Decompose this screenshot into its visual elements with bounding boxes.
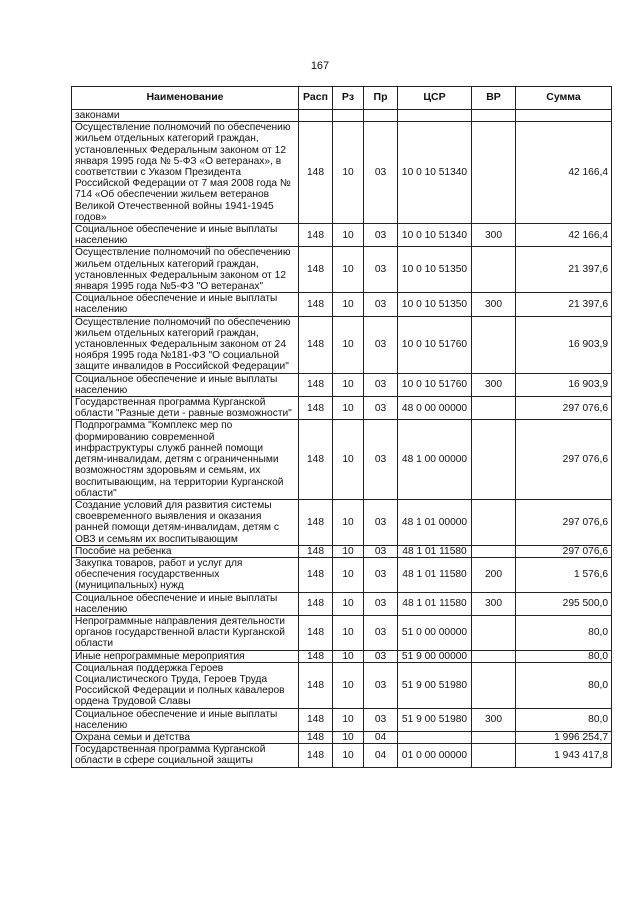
cell-sum: 297 076,6 [516, 545, 612, 557]
cell-sum: 21 397,6 [516, 247, 612, 293]
cell-name: Закупка товаров, работ и услуг для обеспечения государственных (муниципальных) нужд [72, 557, 299, 592]
cell-rasp: 148 [299, 662, 333, 708]
cell-csr [398, 110, 472, 122]
table-row [72, 731, 612, 743]
cell-sum: 42 166,4 [516, 224, 612, 247]
cell-name: Осуществление полномочий по обеспечению жильем отдельных категорий граждан, установленных Федеральным законом от 12 января 1995 года №5-ФЗ "О ветеранах" [72, 247, 299, 293]
cell-sum: 80,0 [516, 615, 612, 650]
cell-rasp: 148 [299, 744, 333, 767]
cell-rasp: 148 [299, 499, 333, 545]
cell-name: Создание условий для развития системы своевременного выявления и оказания ранней помощи детям-инвалидам, детям с ОВЗ и семьям их воспитывающим [72, 499, 299, 545]
cell-vr [472, 615, 516, 650]
cell-vr [472, 744, 516, 767]
cell-csr: 10 0 10 51340 [398, 122, 472, 224]
cell-pr: 03 [364, 247, 398, 293]
cell-name: Социальное обеспечение и иные выплаты населению [72, 592, 299, 615]
cell-pr: 03 [364, 557, 398, 592]
cell-pr: 03 [364, 373, 398, 396]
header-rz: Рз [333, 87, 364, 110]
cell-name: Социальное обеспечение и иные выплаты населению [72, 708, 299, 731]
cell-pr: 03 [364, 122, 398, 224]
cell-pr: 04 [364, 731, 398, 743]
cell-sum: 1 996 254,7 [516, 731, 612, 743]
cell-pr: 03 [364, 662, 398, 708]
table-row [72, 708, 612, 731]
cell-pr: 04 [364, 744, 398, 767]
cell-pr: 03 [364, 316, 398, 373]
cell-name: Иные непрограммные мероприятия [72, 650, 299, 662]
cell-rz: 10 [333, 397, 364, 420]
table-row [72, 110, 612, 122]
cell-rasp: 148 [299, 592, 333, 615]
cell-sum [516, 110, 612, 122]
cell-csr: 10 0 10 51350 [398, 247, 472, 293]
table-row [72, 615, 612, 650]
cell-name: Государственная программа Курганской области "Разные дети - равные возможности" [72, 397, 299, 420]
cell-rasp: 148 [299, 247, 333, 293]
cell-vr: 300 [472, 373, 516, 396]
cell-pr: 03 [364, 708, 398, 731]
cell-rz: 10 [333, 650, 364, 662]
cell-name: Социальная поддержка Героев Социалистического Труда, Героев Труда Российской Федерации и полных кавалеров ордена Трудовой Славы [72, 662, 299, 708]
cell-name: Осуществление полномочий по обеспечению жильем отдельных категорий граждан, установленных Федеральным законом от 24 ноября 1995 года №181-ФЗ "О социальной защите инвалидов в Российской Федерации" [72, 316, 299, 373]
cell-csr [398, 731, 472, 743]
table-row [72, 293, 612, 316]
cell-pr: 03 [364, 615, 398, 650]
cell-vr: 300 [472, 708, 516, 731]
cell-rz [333, 110, 364, 122]
cell-vr [472, 122, 516, 224]
cell-sum: 16 903,9 [516, 373, 612, 396]
cell-name: законами [72, 110, 299, 122]
cell-vr [472, 662, 516, 708]
cell-sum: 297 076,6 [516, 397, 612, 420]
cell-pr [364, 110, 398, 122]
header-pr: Пр [364, 87, 398, 110]
cell-sum: 42 166,4 [516, 122, 612, 224]
cell-vr: 300 [472, 592, 516, 615]
header-sum: Сумма [516, 87, 612, 110]
table-row [72, 420, 612, 499]
header-csr: ЦСР [398, 87, 472, 110]
cell-name: Социальное обеспечение и иные выплаты населению [72, 373, 299, 396]
cell-vr [472, 316, 516, 373]
cell-rasp: 148 [299, 615, 333, 650]
table-row [72, 545, 612, 557]
cell-pr: 03 [364, 592, 398, 615]
cell-sum: 1 576,6 [516, 557, 612, 592]
header-name: Наименование [72, 87, 299, 110]
cell-csr: 51 9 00 51980 [398, 708, 472, 731]
cell-rz: 10 [333, 615, 364, 650]
cell-rasp: 148 [299, 420, 333, 499]
table-row [72, 224, 612, 247]
cell-rz: 10 [333, 224, 364, 247]
cell-rasp: 148 [299, 545, 333, 557]
cell-sum: 295 500,0 [516, 592, 612, 615]
cell-rz: 10 [333, 557, 364, 592]
cell-csr: 48 1 01 00000 [398, 499, 472, 545]
cell-rz: 10 [333, 662, 364, 708]
cell-csr: 48 1 01 11580 [398, 592, 472, 615]
cell-name: Пособие на ребенка [72, 545, 299, 557]
cell-csr: 48 1 01 11580 [398, 545, 472, 557]
cell-rasp: 148 [299, 397, 333, 420]
cell-pr: 03 [364, 293, 398, 316]
cell-name: Охрана семьи и детства [72, 731, 299, 743]
table-row [72, 122, 612, 224]
table-row [72, 744, 612, 767]
cell-vr [472, 650, 516, 662]
table-row [72, 592, 612, 615]
cell-rasp: 148 [299, 316, 333, 373]
cell-rz: 10 [333, 247, 364, 293]
cell-vr [472, 420, 516, 499]
cell-rz: 10 [333, 499, 364, 545]
cell-rasp: 148 [299, 708, 333, 731]
cell-rz: 10 [333, 420, 364, 499]
cell-sum: 297 076,6 [516, 420, 612, 499]
cell-vr [472, 499, 516, 545]
cell-rasp: 148 [299, 373, 333, 396]
cell-sum: 16 903,9 [516, 316, 612, 373]
cell-name: Непрограммные направления деятельности органов государственной власти Курганской области [72, 615, 299, 650]
cell-rasp: 148 [299, 557, 333, 592]
cell-sum: 1 943 417,8 [516, 744, 612, 767]
cell-vr [472, 731, 516, 743]
cell-pr: 03 [364, 650, 398, 662]
cell-pr: 03 [364, 499, 398, 545]
table-header-row [72, 87, 612, 110]
table-row [72, 650, 612, 662]
header-vr: ВР [472, 87, 516, 110]
cell-vr [472, 247, 516, 293]
cell-pr: 03 [364, 224, 398, 247]
cell-pr: 03 [364, 397, 398, 420]
cell-sum: 80,0 [516, 662, 612, 708]
cell-name: Подпрограмма "Комплекс мер по формированию современной инфраструктуры служб ранней помощи детям-инвалидам, детям с ограниченными возможностям здоровьям и семьям, их воспитывающим, на территории Курганской области" [72, 420, 299, 499]
cell-vr: 300 [472, 224, 516, 247]
cell-rasp: 148 [299, 224, 333, 247]
cell-rz: 10 [333, 592, 364, 615]
cell-rz: 10 [333, 373, 364, 396]
cell-csr: 48 1 01 11580 [398, 557, 472, 592]
table-row [72, 499, 612, 545]
cell-sum: 80,0 [516, 650, 612, 662]
table-row [72, 373, 612, 396]
cell-rasp: 148 [299, 650, 333, 662]
cell-rz: 10 [333, 744, 364, 767]
table-row [72, 316, 612, 373]
cell-rasp: 148 [299, 731, 333, 743]
cell-vr: 300 [472, 293, 516, 316]
cell-rz: 10 [333, 731, 364, 743]
cell-csr: 51 9 00 51980 [398, 662, 472, 708]
cell-rasp: 148 [299, 122, 333, 224]
cell-csr: 10 0 10 51760 [398, 373, 472, 396]
cell-csr: 48 0 00 00000 [398, 397, 472, 420]
cell-name: Социальное обеспечение и иные выплаты населению [72, 293, 299, 316]
cell-rz: 10 [333, 293, 364, 316]
cell-rz: 10 [333, 545, 364, 557]
cell-name: Государственная программа Курганской области в сфере социальной защиты [72, 744, 299, 767]
cell-csr: 01 0 00 00000 [398, 744, 472, 767]
page-number: 167 [310, 60, 330, 72]
cell-vr [472, 397, 516, 420]
cell-csr: 10 0 10 51350 [398, 293, 472, 316]
table-body [72, 110, 612, 768]
cell-vr: 200 [472, 557, 516, 592]
cell-rz: 10 [333, 316, 364, 373]
cell-vr [472, 545, 516, 557]
cell-pr: 03 [364, 420, 398, 499]
header-rasp: Расп [299, 87, 333, 110]
cell-vr [472, 110, 516, 122]
cell-sum: 80,0 [516, 708, 612, 731]
cell-csr: 10 0 10 51760 [398, 316, 472, 373]
cell-rasp: 148 [299, 293, 333, 316]
cell-name: Социальное обеспечение и иные выплаты населению [72, 224, 299, 247]
cell-pr: 03 [364, 545, 398, 557]
cell-csr: 10 0 10 51340 [398, 224, 472, 247]
cell-csr: 48 1 00 00000 [398, 420, 472, 499]
cell-rz: 10 [333, 708, 364, 731]
cell-sum: 21 397,6 [516, 293, 612, 316]
table-row [72, 397, 612, 420]
table-row [72, 557, 612, 592]
table-row [72, 662, 612, 708]
cell-sum: 297 076,6 [516, 499, 612, 545]
cell-csr: 51 9 00 00000 [398, 650, 472, 662]
cell-csr: 51 0 00 00000 [398, 615, 472, 650]
budget-table [71, 86, 612, 768]
cell-name: Осуществление полномочий по обеспечению жильем отдельных категорий граждан, установленных Федеральным законом от 12 января 1995 года № 5-ФЗ «О ветеранах», в соответствии с Указом Президента Российской Федерации от 7 мая 2008 года № 714 «Об обеспечении жильем ветеранов Великой Отечественной войны 1941-1945 годов» [72, 122, 299, 224]
cell-rasp [299, 110, 333, 122]
table-row [72, 247, 612, 293]
cell-rz: 10 [333, 122, 364, 224]
